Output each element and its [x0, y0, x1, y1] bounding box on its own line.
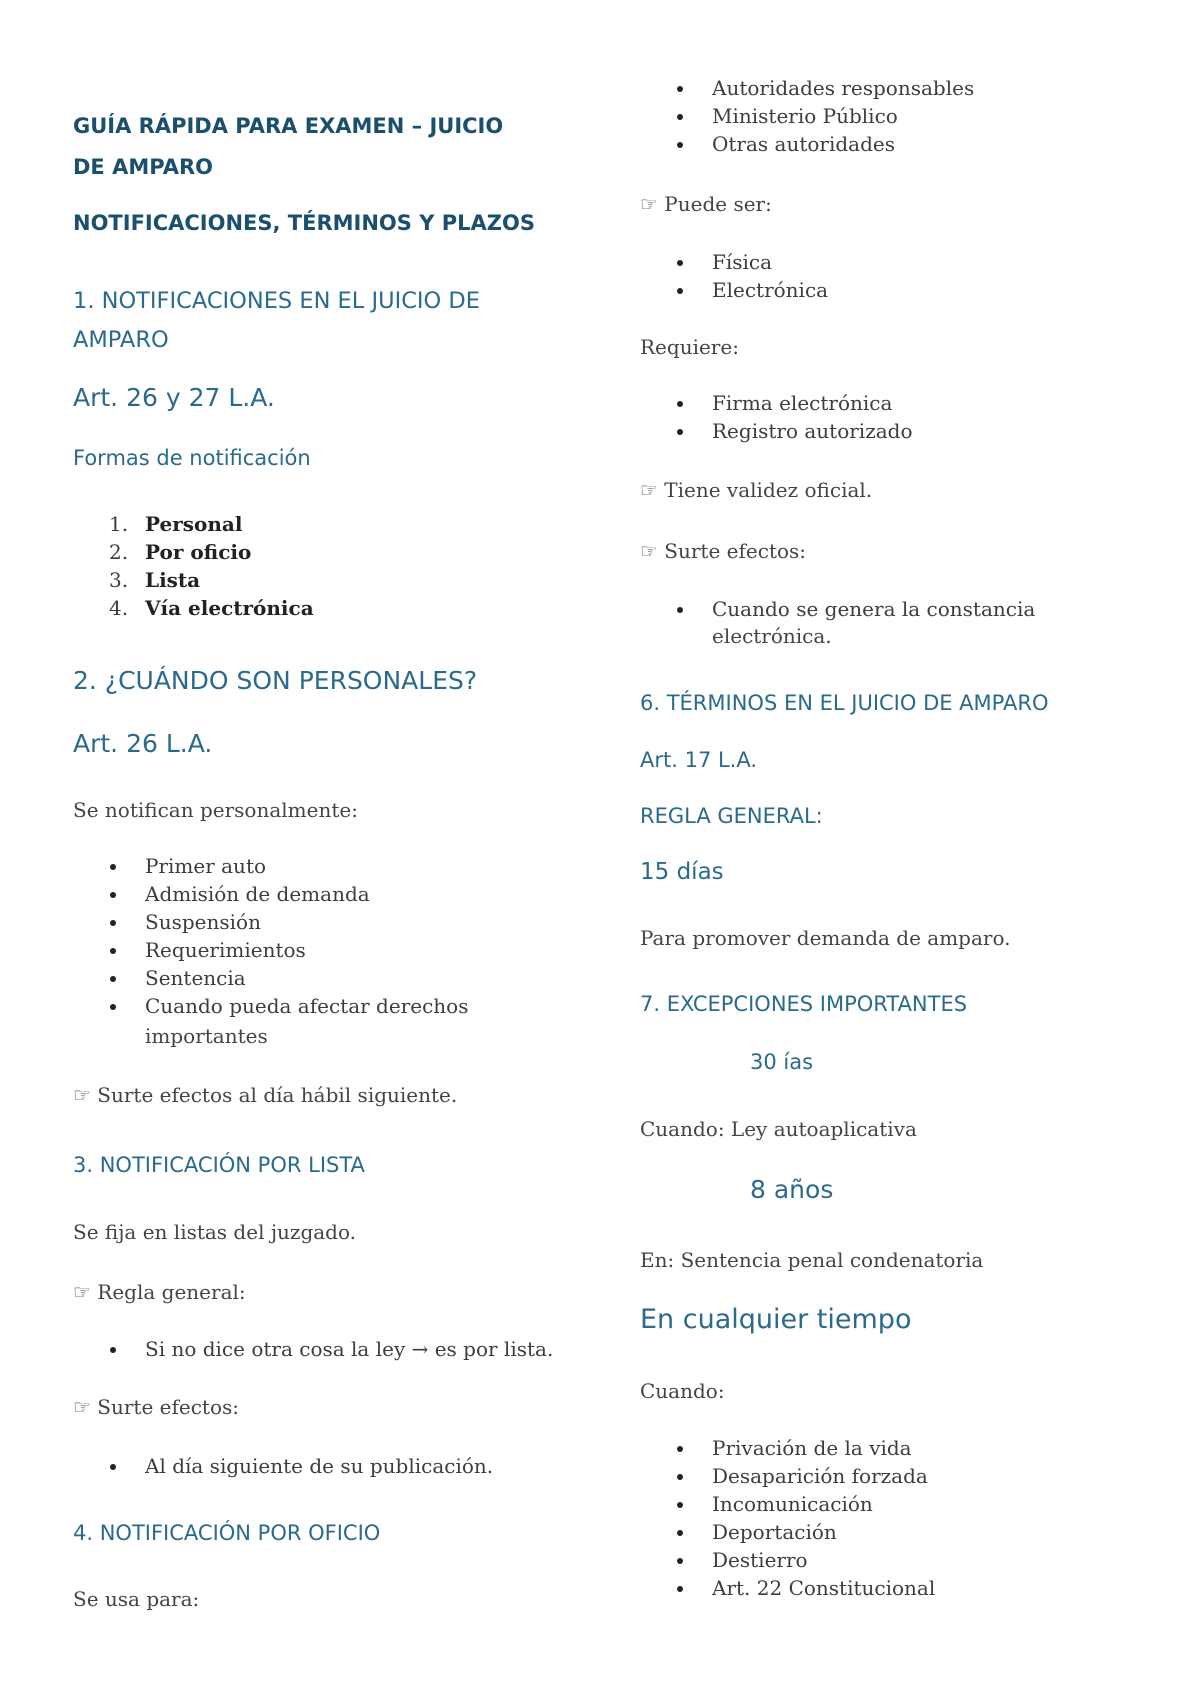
exception-when-label: Cuando:	[640, 1379, 725, 1403]
section-2-note: ☞ Surte efectos al día hábil siguiente.	[73, 1083, 458, 1107]
list-item-continuation: importantes	[145, 1024, 268, 1048]
list-item: Sentencia	[73, 964, 468, 992]
list-item: Desaparición forzada	[640, 1462, 935, 1490]
document-title-line-2: DE AMPARO	[73, 155, 213, 179]
puede-ser-label: ☞ Puede ser:	[640, 192, 772, 216]
list-item: Admisión de demanda	[73, 880, 468, 908]
section-1-heading-line-2: AMPARO	[73, 327, 169, 353]
section-1-subheading: Formas de notificación	[73, 446, 311, 470]
section-3-text: Se fija en listas del juzgado.	[73, 1220, 357, 1244]
list-item: 4. Vía electrónica	[109, 596, 314, 620]
section-1-article: Art. 26 y 27 L.A.	[73, 383, 275, 412]
list-item: Cuando pueda afectar derechos	[73, 992, 468, 1020]
list-item: Otras autoridades	[640, 130, 974, 158]
section-7-heading: 7. EXCEPCIONES IMPORTANTES	[640, 992, 968, 1016]
requiere-label: Requiere:	[640, 335, 739, 359]
personal-notifications-list	[73, 852, 468, 1020]
list-item: Registro autorizado	[640, 417, 913, 445]
section-3-rule: ☞ Regla general:	[73, 1280, 246, 1304]
list-item: Art. 22 Constitucional	[640, 1574, 935, 1602]
document-title-line-1: GUÍA RÁPIDA PARA EXAMEN – JUICIO	[73, 114, 504, 138]
exception-term-2: 8 años	[750, 1175, 834, 1204]
list-item: Al día siguiente de su publicación.	[73, 1452, 493, 1480]
section-1-heading-line-1: 1. NOTIFICACIONES EN EL JUICIO DE	[73, 288, 480, 314]
section-3-heading: 3. NOTIFICACIÓN POR LISTA	[73, 1153, 365, 1177]
list-item: Destierro	[640, 1546, 935, 1574]
exception-term-3: En cualquier tiempo	[640, 1304, 912, 1335]
list-item: Suspensión	[73, 908, 468, 936]
surte-efectos-list	[640, 595, 1035, 623]
surte-efectos-label: ☞ Surte efectos:	[640, 539, 807, 563]
section-4-heading: 4. NOTIFICACIÓN POR OFICIO	[73, 1521, 381, 1545]
list-item: Firma electrónica	[640, 389, 913, 417]
list-item: Autoridades responsables	[640, 74, 974, 102]
list-item: 2. Por oficio	[109, 540, 252, 564]
section-4-text: Se usa para:	[73, 1587, 200, 1611]
exception-case-1: Cuando: Ley autoaplicativa	[640, 1117, 917, 1141]
list-item: 1. Personal	[109, 512, 243, 536]
list-item: Electrónica	[640, 276, 828, 304]
list-item: Deportación	[640, 1518, 935, 1546]
section-2-article: Art. 26 L.A.	[73, 729, 213, 758]
puede-ser-list	[640, 248, 828, 304]
validez-note: ☞ Tiene validez oficial.	[640, 478, 873, 502]
list-item: 3. Lista	[109, 568, 201, 592]
list-item: Primer auto	[73, 852, 468, 880]
list-item: Requerimientos	[73, 936, 468, 964]
document-subtitle: NOTIFICACIONES, TÉRMINOS Y PLAZOS	[73, 211, 535, 235]
exception-case-2: En: Sentencia penal condenatoria	[640, 1248, 984, 1272]
oficio-recipients-list	[640, 74, 974, 158]
notification-forms-list	[73, 510, 314, 622]
list-item: Física	[640, 248, 828, 276]
section-6-rule: REGLA GENERAL:	[640, 804, 823, 828]
exception-term-1: 30 ías	[750, 1050, 814, 1074]
list-item: Ministerio Público	[640, 102, 974, 130]
list-item: Privación de la vida	[640, 1434, 935, 1462]
section-2-heading: 2. ¿CUÁNDO SON PERSONALES?	[73, 666, 478, 695]
list-item-continuation: electrónica.	[712, 624, 832, 648]
section-6-article: Art. 17 L.A.	[640, 748, 758, 772]
list-item: Incomunicación	[640, 1490, 935, 1518]
section-6-days: 15 días	[640, 859, 724, 885]
list-item: Si no dice otra cosa la ley → es por lista.	[73, 1335, 553, 1363]
any-time-cases-list	[640, 1434, 935, 1602]
section-2-intro: Se notifican personalmente:	[73, 798, 358, 822]
section-6-text: Para promover demanda de amparo.	[640, 926, 1011, 950]
rule-list	[73, 1335, 553, 1363]
list-item: Cuando se genera la constancia	[640, 595, 1035, 623]
section-6-heading: 6. TÉRMINOS EN EL JUICIO DE AMPARO	[640, 691, 1049, 715]
effects-list	[73, 1452, 493, 1480]
requiere-list	[640, 389, 913, 445]
section-3-effects: ☞ Surte efectos:	[73, 1395, 240, 1419]
